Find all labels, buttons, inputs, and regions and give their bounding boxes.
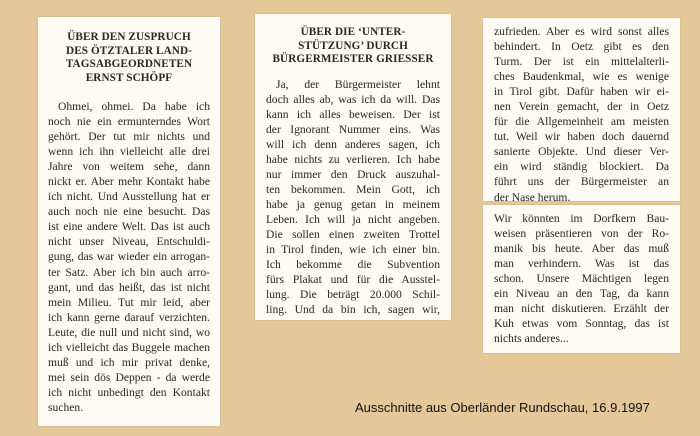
- text-line: nur immer den Druck auszuhal-: [266, 167, 440, 181]
- text-line: doch alles ab, was ich da will. Das: [266, 92, 440, 106]
- text-line: habe ja genug getan in meinem: [266, 197, 440, 211]
- text-line: gung, das war wieder ein arrogan-: [48, 250, 210, 264]
- heading-line: ERNST SCHÖPF: [85, 71, 173, 84]
- text-line: für die Allgemeinheit am meisten: [494, 115, 669, 129]
- text-line: auch noch nie eine besucht. Das: [48, 205, 210, 219]
- heading-line: ÜBER DIE ‘UNTER-: [300, 26, 406, 38]
- text-line: ich kann gerne darauf verzichten.: [48, 310, 210, 324]
- text-line: manik bis heute. Aber das muß: [494, 242, 669, 256]
- text-line: ling. Und da bin ich, sagen wir,: [266, 303, 440, 317]
- text-line: Jahre von weitem sehe, dann: [48, 160, 210, 174]
- text-line: kann ich alles beweisen. Der ist: [266, 107, 440, 121]
- text-line: muß und ich mir privat denke,: [48, 355, 210, 369]
- heading-line: ÜBER DEN ZUSPRUCH: [67, 31, 191, 43]
- clipping-text: [266, 77, 440, 318]
- clipping-dorfkern: [483, 205, 680, 353]
- text-line: in Tirol gibt. Dafür haben wir ei-: [494, 85, 669, 99]
- text-line: nen Verein gemacht, der in Oetz: [494, 100, 669, 114]
- text-line: Die sollen einen zweiten Trottel: [266, 227, 440, 241]
- text-line: mein Milieu. Tut mir leid, aber: [48, 295, 210, 309]
- text-line: ist eine andere Welt. Das ist auch: [48, 220, 210, 234]
- text-line: Ohmei, ohmei. Da habe ich: [58, 100, 210, 113]
- clipping-griesser: [255, 14, 451, 320]
- text-line: ein wird ständig blockiert. Da: [494, 160, 669, 174]
- text-line: ich nicht. Und Ausstellung hat er: [48, 190, 210, 204]
- text-line: weisen präsentieren von der Ro-: [494, 227, 669, 241]
- text-line: behindert. In Oetz gibt es den: [494, 40, 669, 54]
- text-line: Turm. Der ist ein mittelalterli-: [494, 55, 669, 69]
- text-line: suchen.: [48, 400, 84, 414]
- text-line: wenn ich ihn vielleicht alle drei: [48, 145, 210, 159]
- text-line: noch nie ein ermunterndes Wort: [48, 115, 210, 129]
- heading-line: BÜRGERMEISTER GRIESSER: [272, 53, 434, 65]
- text-line: ter Satz. Aber ich bin auch arro-: [48, 265, 210, 279]
- clipping-heading: [266, 26, 440, 67]
- text-line: man nicht diskutieren. Erzählt der: [494, 302, 669, 316]
- text-line: fürs Plakat und für die Ausstel-: [266, 273, 440, 287]
- heading-line: TAGSABGEORDNETEN: [65, 58, 193, 70]
- text-line: ich nicht unbedingt den Kontakt: [48, 385, 210, 399]
- text-line: der Nase herum.: [494, 190, 571, 204]
- text-line: mei sein dös Deppen - da werde: [48, 370, 210, 384]
- heading-line: DES ÖTZTALER LAND-: [66, 44, 192, 57]
- text-line: nichts anderes...: [494, 332, 569, 346]
- source-caption: Ausschnitte aus Oberländer Rundschau, 16.9.1997: [355, 400, 650, 415]
- clipping-text: [494, 24, 669, 205]
- text-line: sanierte Objekte. Und dieser Ver-: [494, 145, 669, 159]
- clipping-heading: [48, 31, 210, 85]
- text-line: ches Baudenkmal, wie es wenige: [494, 70, 669, 84]
- clipping-continuation: [483, 18, 680, 204]
- text-line: gant, und das heißt, das ist nicht: [48, 280, 210, 294]
- text-line: will ich denn anderes sagen, ich: [266, 137, 440, 151]
- text-line: führt uns der Bürgermeister an: [494, 175, 669, 189]
- text-line: tut. Weil wir haben doch dauernd: [494, 130, 669, 144]
- text-line: gehört. Der tut mir nichts und: [48, 130, 210, 144]
- text-line: zufrieden. Aber es wird sonst alles: [494, 25, 669, 38]
- text-line: schon. Unsere Mächtigen legen: [494, 272, 669, 286]
- text-line: nicht unser Niveau, Entschuldi-: [48, 235, 210, 249]
- text-line: Leben. Ich will ja nicht angeben.: [266, 212, 440, 226]
- text-line: man verhindern. Was ist das: [494, 257, 669, 271]
- text-line: der Ignorant Nummer eins. Was: [266, 122, 440, 136]
- text-line: Ich bekomme die Subvention: [266, 258, 440, 272]
- text-line: ten bekommen. Mein Gott, ich: [266, 182, 440, 196]
- text-line: nickt er. Aber mehr Kontakt habe: [48, 175, 210, 189]
- text-line: in Tirol finden, wie ich einer bin.: [266, 243, 440, 257]
- clipping-schoepf: [38, 17, 220, 426]
- text-line: ein Niveau an den Tag, da kann: [494, 287, 669, 301]
- text-line: Wir könnten im Dorfkern Bau-: [494, 212, 669, 225]
- text-line: Ja, der Bürgermeister lehnt: [276, 77, 440, 91]
- clipping-text: [48, 99, 210, 415]
- text-line: Leute, die null und nicht sind, wo: [48, 325, 210, 339]
- text-line: lung. Die beträgt 20.000 Schil-: [266, 288, 440, 302]
- text-line: ich vielleicht das Buggele machen: [48, 340, 210, 354]
- text-line: Kuh etwas vom Sonntag, das ist: [494, 317, 669, 331]
- heading-line: STÜTZUNG’ DURCH: [298, 39, 408, 52]
- clipping-text: [494, 211, 669, 346]
- text-line: habe nichts zu verlieren. Ich habe: [266, 152, 440, 166]
